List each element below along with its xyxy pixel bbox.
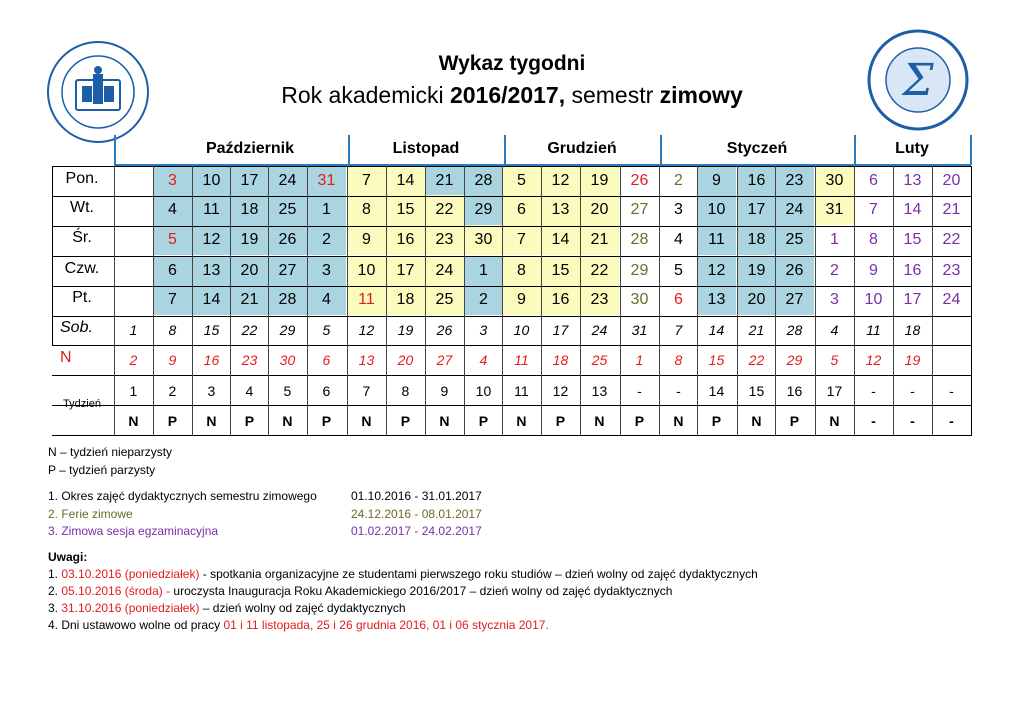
week-parity: N bbox=[673, 413, 684, 429]
legend-even-week: P – tydzień parzysty bbox=[48, 463, 156, 477]
day-cell: 6 bbox=[516, 200, 526, 218]
week-parity: P bbox=[321, 413, 332, 429]
day-cell: 19 bbox=[240, 230, 259, 248]
week-parity: P bbox=[789, 413, 800, 429]
week-parity: N bbox=[128, 413, 139, 429]
period-winter-break: 2. Ferie zimowe bbox=[48, 507, 133, 521]
week-parity: P bbox=[711, 413, 722, 429]
day-cell: 8 bbox=[868, 230, 878, 248]
day-cell: 9 bbox=[711, 171, 721, 189]
day-cell: 17 bbox=[396, 261, 415, 279]
week-number: 5 bbox=[283, 383, 292, 399]
day-cell: 16 bbox=[396, 230, 415, 248]
day-cell: 12 bbox=[551, 171, 570, 189]
day-cell: 5 bbox=[673, 261, 683, 279]
day-cell: 5 bbox=[516, 171, 526, 189]
day-cell: 25 bbox=[785, 230, 804, 248]
day-cell: 14 bbox=[708, 321, 725, 338]
day-cell: 25 bbox=[435, 290, 454, 308]
week-parity: P bbox=[634, 413, 645, 429]
day-cell: 17 bbox=[903, 290, 922, 308]
day-cell: 9 bbox=[868, 261, 878, 279]
day-cell: 27 bbox=[630, 200, 649, 218]
day-cell: 30 bbox=[279, 351, 296, 368]
day-cell: 23 bbox=[435, 230, 454, 248]
day-cell: 10 bbox=[202, 171, 221, 189]
day-cell: 20 bbox=[240, 261, 259, 279]
grid-row-line bbox=[52, 405, 971, 406]
day-cell: 14 bbox=[551, 230, 570, 248]
day-cell: 21 bbox=[240, 290, 259, 308]
week-number: 16 bbox=[786, 383, 803, 399]
week-number: - bbox=[637, 383, 642, 399]
day-cell: 23 bbox=[590, 290, 609, 308]
day-cell: 8 bbox=[516, 261, 526, 279]
row-label-3: Czw. bbox=[64, 260, 100, 277]
day-cell: 2 bbox=[829, 261, 839, 279]
day-cell: 12 bbox=[707, 261, 726, 279]
day-cell: 29 bbox=[630, 261, 649, 279]
day-cell: 25 bbox=[278, 200, 297, 218]
day-cell: 6 bbox=[167, 261, 177, 279]
day-cell: 1 bbox=[829, 230, 839, 248]
day-cell: 21 bbox=[942, 200, 961, 218]
day-cell: 2 bbox=[478, 290, 488, 308]
day-cell: 16 bbox=[903, 261, 922, 279]
day-cell: 3 bbox=[479, 321, 488, 338]
day-cell: 23 bbox=[785, 171, 804, 189]
week-parity: - bbox=[910, 413, 915, 429]
day-cell: 4 bbox=[167, 200, 177, 218]
day-cell: 1 bbox=[635, 351, 644, 368]
day-cell: 1 bbox=[478, 261, 488, 279]
week-parity: N bbox=[751, 413, 762, 429]
day-cell: 11 bbox=[866, 321, 881, 338]
week-parity: P bbox=[167, 413, 178, 429]
day-cell: 16 bbox=[551, 290, 570, 308]
sigma-symbol: Σ bbox=[902, 55, 934, 106]
day-cell: 20 bbox=[397, 351, 414, 368]
day-cell: 10 bbox=[513, 321, 530, 338]
week-number: 11 bbox=[514, 383, 529, 399]
week-parity: - bbox=[949, 413, 954, 429]
day-cell: 24 bbox=[785, 200, 804, 218]
day-cell: 27 bbox=[436, 351, 453, 368]
day-cell: 17 bbox=[747, 200, 766, 218]
day-cell: 27 bbox=[785, 290, 804, 308]
day-cell: 28 bbox=[786, 321, 803, 338]
day-cell: 1 bbox=[129, 321, 138, 338]
day-cell: 2 bbox=[129, 351, 138, 368]
day-cell: 28 bbox=[630, 230, 649, 248]
week-number: 17 bbox=[826, 383, 843, 399]
day-cell: 31 bbox=[825, 200, 844, 218]
day-cell: 13 bbox=[551, 200, 570, 218]
day-cell: 12 bbox=[202, 230, 221, 248]
day-cell: 8 bbox=[168, 321, 177, 338]
day-cell: 12 bbox=[865, 351, 882, 368]
month-separator bbox=[114, 135, 116, 165]
day-cell: 17 bbox=[552, 321, 569, 338]
day-cell: 2 bbox=[673, 171, 683, 189]
day-cell: 15 bbox=[903, 230, 922, 248]
week-parity: P bbox=[400, 413, 411, 429]
week-parity: N bbox=[361, 413, 372, 429]
day-cell: 18 bbox=[240, 200, 259, 218]
day-cell: 7 bbox=[868, 200, 878, 218]
week-label: Tydzień bbox=[63, 398, 101, 410]
week-parity: P bbox=[555, 413, 566, 429]
remark-3: 3. 31.10.2016 (poniedziałek) – dzień wolny od zajęć dydaktycznych bbox=[48, 601, 406, 615]
day-cell: 20 bbox=[747, 290, 766, 308]
day-cell: 11 bbox=[708, 230, 725, 248]
day-cell: 18 bbox=[747, 230, 766, 248]
day-cell: 16 bbox=[747, 171, 766, 189]
day-cell: 13 bbox=[358, 351, 375, 368]
day-cell: 18 bbox=[552, 351, 569, 368]
day-cell: 7 bbox=[516, 230, 526, 248]
day-cell: 21 bbox=[590, 230, 609, 248]
day-cell: 2 bbox=[321, 230, 331, 248]
day-cell: 24 bbox=[942, 290, 961, 308]
day-cell: 9 bbox=[516, 290, 526, 308]
row-label-0: Pon. bbox=[65, 170, 99, 187]
period-teaching-dates: 01.10.2016 - 31.01.2017 bbox=[351, 489, 482, 503]
day-cell: 7 bbox=[674, 321, 683, 338]
period-exam-session: 3. Zimowa sesja egzaminacyjna bbox=[48, 524, 219, 538]
week-number: 9 bbox=[440, 383, 449, 399]
week-parity: P bbox=[244, 413, 255, 429]
day-cell: 29 bbox=[279, 321, 296, 338]
week-parity: N bbox=[516, 413, 527, 429]
week-parity: - bbox=[871, 413, 876, 429]
day-cell: 24 bbox=[435, 261, 454, 279]
day-cell: 4 bbox=[479, 351, 488, 368]
month-label-1: Listopad bbox=[392, 140, 460, 157]
day-cell: 15 bbox=[551, 261, 570, 279]
day-cell: 13 bbox=[707, 290, 726, 308]
day-cell: 26 bbox=[278, 230, 297, 248]
month-label-2: Grudzień bbox=[547, 140, 617, 157]
week-parity: N bbox=[282, 413, 293, 429]
page-title: Wykaz tygodni bbox=[438, 52, 586, 75]
day-cell: 15 bbox=[396, 200, 415, 218]
remark-2: 2. 05.10.2016 (środa) - uroczysta Inauguracja Roku Akademickiego 2016/2017 – dzień wolny od zajęć dydaktycznych bbox=[48, 584, 673, 598]
day-cell: 4 bbox=[321, 290, 331, 308]
day-cell: 10 bbox=[357, 261, 376, 279]
month-separator bbox=[970, 135, 972, 165]
period-exam-session-dates: 01.02.2017 - 24.02.2017 bbox=[351, 524, 482, 538]
week-parity: N bbox=[594, 413, 605, 429]
day-cell: 24 bbox=[278, 171, 297, 189]
day-cell: 15 bbox=[203, 321, 220, 338]
day-cell: 13 bbox=[202, 261, 221, 279]
day-cell: 6 bbox=[673, 290, 683, 308]
week-number: 1 bbox=[129, 383, 138, 399]
day-cell: 22 bbox=[241, 321, 258, 338]
week-number: 15 bbox=[748, 383, 765, 399]
day-cell: 9 bbox=[361, 230, 371, 248]
week-number: 4 bbox=[245, 383, 254, 399]
day-cell: 15 bbox=[708, 351, 725, 368]
month-label-4: Luty bbox=[895, 140, 929, 157]
day-cell: 14 bbox=[202, 290, 221, 308]
day-cell: 19 bbox=[590, 171, 609, 189]
grid-row-line bbox=[52, 375, 971, 376]
day-cell: 25 bbox=[591, 351, 608, 368]
week-number: - bbox=[949, 383, 954, 399]
remark-4: 4. Dni ustawowo wolne od pracy 01 i 11 listopada, 25 i 26 grudnia 2016, 01 i 06 stycznia 2017. bbox=[48, 618, 549, 632]
day-cell: 18 bbox=[904, 321, 921, 338]
month-label-3: Styczeń bbox=[726, 140, 788, 157]
day-cell: 1 bbox=[321, 200, 331, 218]
day-cell: 30 bbox=[630, 290, 649, 308]
day-cell: 23 bbox=[241, 351, 258, 368]
page-subtitle: Rok akademicki 2016/2017, semestr zimowy bbox=[281, 82, 743, 108]
day-cell: 7 bbox=[361, 171, 371, 189]
week-number: 12 bbox=[552, 383, 569, 399]
day-cell: 3 bbox=[321, 261, 331, 279]
day-cell: 14 bbox=[396, 171, 415, 189]
week-number: 3 bbox=[207, 383, 216, 399]
day-cell: 16 bbox=[203, 351, 220, 368]
week-number: - bbox=[871, 383, 876, 399]
day-cell: 23 bbox=[942, 261, 961, 279]
week-number: 7 bbox=[362, 383, 371, 399]
day-cell: 19 bbox=[904, 351, 921, 368]
week-number: 2 bbox=[168, 383, 177, 399]
week-number: 10 bbox=[475, 383, 492, 399]
day-cell: 17 bbox=[240, 171, 259, 189]
week-parity: P bbox=[478, 413, 489, 429]
day-cell: 5 bbox=[167, 230, 177, 248]
day-cell: 28 bbox=[278, 290, 297, 308]
day-cell: 6 bbox=[868, 171, 878, 189]
row-label-4: Pt. bbox=[72, 289, 92, 306]
day-cell: 14 bbox=[903, 200, 922, 218]
row-label-2: Śr. bbox=[72, 229, 92, 246]
day-cell: 31 bbox=[631, 321, 648, 338]
day-cell: 30 bbox=[825, 171, 844, 189]
day-cell: 20 bbox=[590, 200, 609, 218]
day-cell: 3 bbox=[673, 200, 683, 218]
grid-row-line bbox=[52, 435, 971, 436]
grid-col-line bbox=[971, 166, 972, 436]
legend-odd-week: N – tydzień nieparzysty bbox=[48, 445, 173, 459]
day-cell: 29 bbox=[474, 200, 493, 218]
day-cell: 13 bbox=[903, 171, 922, 189]
day-cell: 3 bbox=[829, 290, 839, 308]
day-cell: 26 bbox=[785, 261, 804, 279]
day-cell: 5 bbox=[830, 351, 839, 368]
day-cell: 7 bbox=[167, 290, 177, 308]
week-parity: N bbox=[829, 413, 840, 429]
week-number: 6 bbox=[322, 383, 331, 399]
day-cell: 8 bbox=[361, 200, 371, 218]
week-parity: N bbox=[206, 413, 217, 429]
row-label-5: Sob. bbox=[60, 319, 93, 336]
day-cell: 22 bbox=[590, 261, 609, 279]
day-cell: 18 bbox=[396, 290, 415, 308]
day-cell: 20 bbox=[942, 171, 961, 189]
day-cell: 4 bbox=[673, 230, 683, 248]
day-cell: 21 bbox=[748, 321, 765, 338]
day-cell: 11 bbox=[203, 200, 220, 218]
week-number: 14 bbox=[708, 383, 725, 399]
day-cell: 28 bbox=[474, 171, 493, 189]
day-cell: 10 bbox=[864, 290, 883, 308]
day-cell: 22 bbox=[748, 351, 765, 368]
day-cell: 4 bbox=[830, 321, 839, 338]
day-cell: 12 bbox=[358, 321, 375, 338]
remarks-title: Uwagi: bbox=[48, 550, 88, 564]
day-cell: 29 bbox=[786, 351, 803, 368]
row-label-6: N bbox=[60, 349, 72, 366]
row-label-1: Wt. bbox=[70, 199, 94, 216]
remark-1: 1. 03.10.2016 (poniedziałek) - spotkania organizacyjne ze studentami pierwszego roku studiów – dzień wolny od zajęć dydaktycznych bbox=[48, 567, 758, 581]
day-cell: 19 bbox=[397, 321, 414, 338]
day-cell: 31 bbox=[317, 171, 336, 189]
day-cell: 3 bbox=[167, 171, 177, 189]
week-number: - bbox=[910, 383, 915, 399]
day-cell: 30 bbox=[474, 230, 493, 248]
week-parity: N bbox=[439, 413, 450, 429]
day-cell: 27 bbox=[278, 261, 297, 279]
day-cell: 11 bbox=[358, 290, 375, 308]
day-cell: 8 bbox=[674, 351, 683, 368]
day-cell: 26 bbox=[630, 171, 649, 189]
period-teaching: 1. Okres zajęć dydaktycznych semestru zimowego bbox=[48, 489, 317, 503]
week-number: - bbox=[676, 383, 681, 399]
period-winter-break-dates: 24.12.2016 - 08.01.2017 bbox=[351, 507, 482, 521]
day-cell: 9 bbox=[168, 351, 177, 368]
day-cell: 6 bbox=[322, 351, 331, 368]
day-cell: 11 bbox=[514, 351, 529, 368]
day-cell: 26 bbox=[436, 321, 453, 338]
day-cell: 22 bbox=[435, 200, 454, 218]
day-cell: 10 bbox=[707, 200, 726, 218]
day-cell: 22 bbox=[942, 230, 961, 248]
day-cell: 5 bbox=[322, 321, 331, 338]
month-label-0: Październik bbox=[205, 140, 295, 157]
day-cell: 21 bbox=[435, 171, 454, 189]
week-number: 8 bbox=[401, 383, 410, 399]
day-cell: 19 bbox=[747, 261, 766, 279]
week-number: 13 bbox=[591, 383, 608, 399]
day-cell: 24 bbox=[591, 321, 608, 338]
